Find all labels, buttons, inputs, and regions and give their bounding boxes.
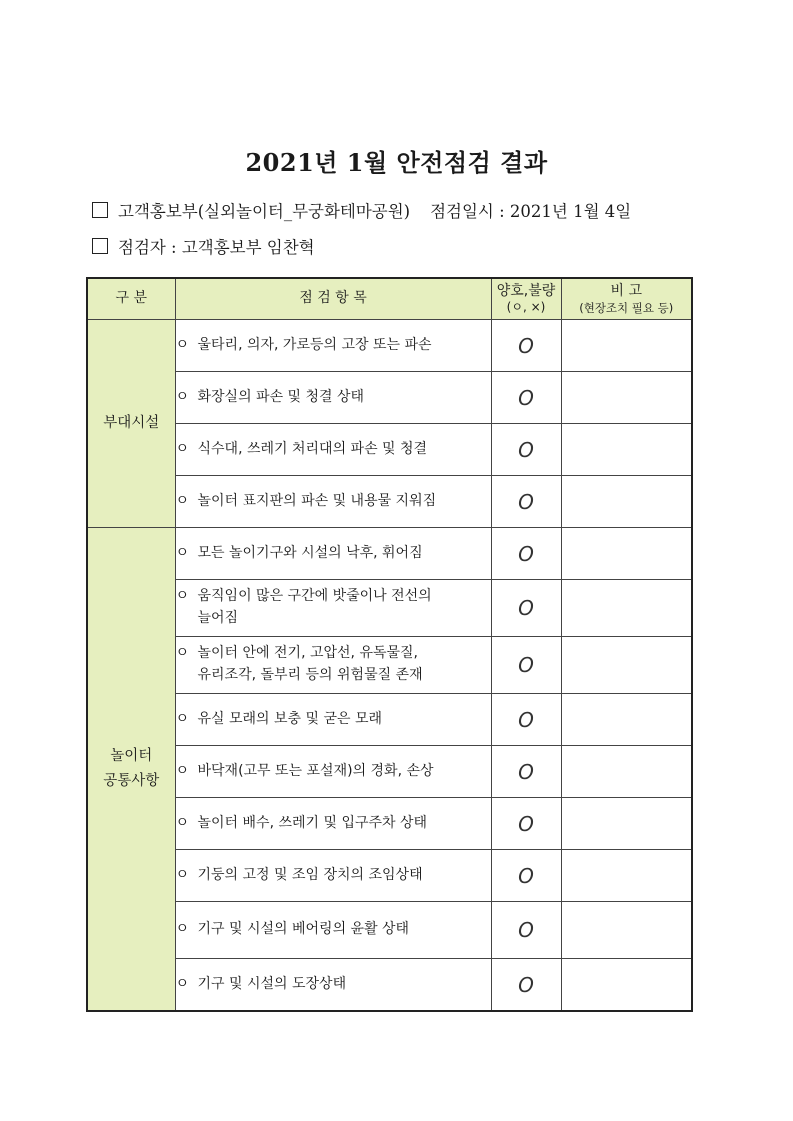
bullet: ㅇ	[175, 814, 190, 831]
header-note	[561, 278, 692, 320]
table-row	[87, 959, 692, 1012]
bullet: ㅇ	[175, 762, 190, 779]
table-row	[87, 424, 692, 476]
result-mark[interactable]: O	[491, 694, 561, 746]
check-item-text-line2: 유리조각, 돌부리 등의 위험물질 존재	[197, 667, 423, 683]
table-row	[87, 637, 692, 694]
header-note-label: 비 고	[610, 283, 642, 300]
result-mark[interactable]: O	[491, 580, 561, 637]
check-item-text: 놀이터 배수, 쓰레기 및 입구주차 상태	[197, 814, 428, 831]
header-result-label: 양호,불량	[496, 282, 556, 299]
note-cell[interactable]	[561, 320, 692, 372]
bullet: ㅇ	[175, 588, 190, 605]
table-row	[87, 694, 692, 746]
header-result	[491, 278, 561, 320]
table-row	[87, 476, 692, 528]
table-row	[87, 746, 692, 798]
check-item	[175, 694, 491, 746]
result-mark[interactable]: O	[491, 798, 561, 850]
check-item-text-line2: 늘어짐	[197, 610, 239, 626]
check-item	[175, 424, 491, 476]
info-line-inspector	[92, 234, 315, 258]
note-cell[interactable]	[561, 798, 692, 850]
table-row	[87, 528, 692, 580]
inspector: 점검자 : 고객홍보부 임찬혁	[118, 238, 315, 257]
note-cell[interactable]	[561, 850, 692, 902]
bullet: ㅇ	[175, 645, 190, 662]
note-cell[interactable]	[561, 372, 692, 424]
category-label: 놀이터	[110, 748, 153, 765]
check-item-text: 기둥의 고정 및 조임 장치의 조임상태	[197, 866, 423, 883]
bullet: ㅇ	[175, 440, 190, 457]
check-item-text: 유실 모래의 보충 및 굳은 모래	[197, 710, 383, 727]
check-item-text: 화장실의 파손 및 청결 상태	[197, 388, 365, 405]
check-item-text: 바닥재(고무 또는 포설재)의 경화, 손상	[197, 762, 434, 779]
header-note-sub: (현장조치 필요 등)	[579, 300, 674, 315]
check-item	[175, 637, 491, 694]
bullet: ㅇ	[175, 544, 190, 561]
check-item	[175, 528, 491, 580]
result-mark[interactable]: O	[491, 746, 561, 798]
table-header-row	[87, 278, 692, 320]
check-item	[175, 320, 491, 372]
category-cell	[87, 320, 175, 528]
result-mark[interactable]: O	[491, 476, 561, 528]
bullet: ㅇ	[175, 710, 190, 727]
note-cell[interactable]	[561, 637, 692, 694]
info-line-department	[92, 198, 631, 222]
check-item	[175, 850, 491, 902]
note-cell[interactable]	[561, 959, 692, 1012]
check-item	[175, 372, 491, 424]
check-item	[175, 959, 491, 1012]
table-row	[87, 320, 692, 372]
check-item-text: 놀이터 표지판의 파손 및 내용물 지워짐	[197, 492, 437, 509]
note-cell[interactable]	[561, 746, 692, 798]
note-cell[interactable]	[561, 580, 692, 637]
check-item-text: 놀이터 안에 전기, 고압선, 유독물질,	[197, 645, 418, 662]
table-row	[87, 798, 692, 850]
header-item: 점 검 항 목	[175, 278, 491, 320]
result-mark[interactable]: O	[491, 320, 561, 372]
check-item	[175, 798, 491, 850]
result-mark[interactable]: O	[491, 528, 561, 580]
check-item-text: 울타리, 의자, 가로등의 고장 또는 파손	[197, 336, 432, 353]
bullet: ㅇ	[175, 921, 190, 938]
bullet: ㅇ	[175, 336, 190, 353]
note-cell[interactable]	[561, 476, 692, 528]
check-item	[175, 580, 491, 637]
header-category: 구 분	[87, 278, 175, 320]
table-row	[87, 580, 692, 637]
inspection-date: 점검일시 : 2021년 1월 4일	[430, 202, 632, 221]
check-item-text: 기구 및 시설의 베어링의 윤활 상태	[197, 921, 410, 938]
category-label-line2: 공통사항	[103, 773, 160, 789]
result-mark[interactable]: O	[491, 959, 561, 1012]
note-cell[interactable]	[561, 694, 692, 746]
result-mark[interactable]: O	[491, 850, 561, 902]
table-row	[87, 902, 692, 959]
check-item	[175, 902, 491, 959]
bullet: ㅇ	[175, 866, 190, 883]
category-cell	[87, 528, 175, 1012]
note-cell[interactable]	[561, 424, 692, 476]
table-row	[87, 372, 692, 424]
checkbox-icon	[92, 238, 108, 254]
department-location: 고객홍보부(실외놀이터_무궁화테마공원)	[118, 202, 411, 221]
check-item-text: 기구 및 시설의 도장상태	[197, 975, 347, 992]
bullet: ㅇ	[175, 388, 190, 405]
check-item-text: 움직임이 많은 구간에 밧줄이나 전선의	[197, 588, 432, 605]
check-item	[175, 476, 491, 528]
checkbox-icon	[92, 202, 108, 218]
note-cell[interactable]	[561, 528, 692, 580]
result-mark[interactable]: O	[491, 637, 561, 694]
result-mark[interactable]: O	[491, 902, 561, 959]
note-cell[interactable]	[561, 902, 692, 959]
check-item-text: 식수대, 쓰레기 처리대의 파손 및 청결	[197, 440, 428, 457]
bullet: ㅇ	[175, 492, 190, 509]
page-title: 2021년 1월 안전점검 결과	[245, 148, 548, 177]
table-row	[87, 850, 692, 902]
check-item	[175, 746, 491, 798]
header-result-legend: (ㅇ, ×)	[506, 300, 546, 315]
category-label: 부대시설	[103, 415, 160, 432]
check-item-text: 모든 놀이기구와 시설의 낙후, 휘어짐	[197, 544, 423, 561]
bullet: ㅇ	[175, 975, 190, 992]
result-mark[interactable]: O	[491, 424, 561, 476]
result-mark[interactable]: O	[491, 372, 561, 424]
inspection-table	[86, 277, 693, 1012]
